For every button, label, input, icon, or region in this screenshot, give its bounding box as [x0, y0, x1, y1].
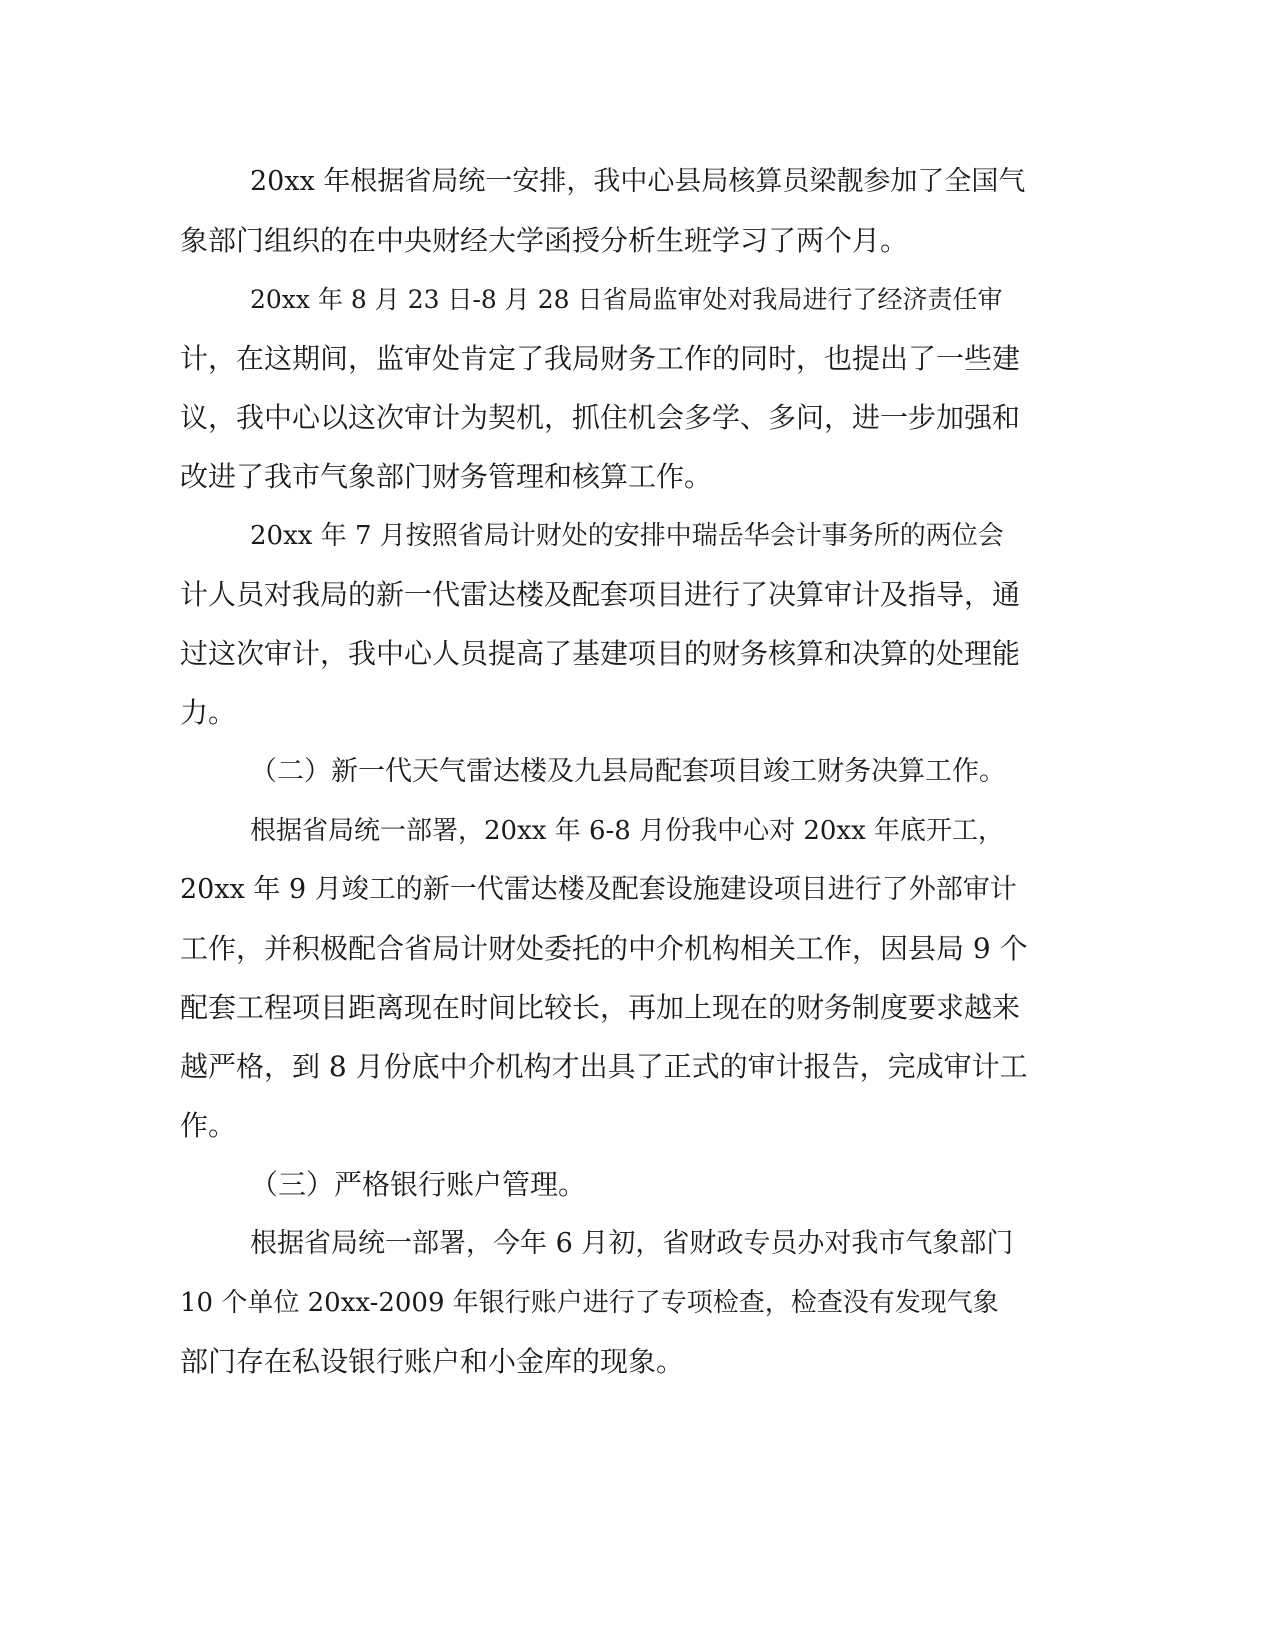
body-text-line: 20xx 年 8 月 23 日-8 月 28 日省局监审处对我局进行了经济责任审 [250, 285, 1003, 314]
body-text-line: 象部门组织的在中央财经大学函授分析生班学习了两个月。 [180, 224, 909, 257]
body-text-line: 10 个单位 20xx-2009 年银行账户进行了专项检查，检查没有发现气象 [180, 1288, 999, 1318]
body-text-line: 根据省局统一部署，20xx 年 6-8 月份我中心对 20xx 年底开工， [250, 816, 1005, 846]
body-text-line: 作。 [180, 1109, 237, 1142]
body-text-line: 20xx 年 9 月竣工的新一代雷达楼及配套设施建设项目进行了外部审计 [180, 874, 1017, 905]
body-text-line: 越严格，到 8 月份底中介机构才出具了正式的审计报告，完成审计工 [180, 1050, 1028, 1083]
body-text-line: 过这次审计，我中心人员提高了基建项目的财务核算和决算的处理能 [180, 637, 1021, 670]
body-text-line: 改进了我市气象部门财务管理和核算工作。 [180, 460, 713, 493]
section-heading: （三）严格银行账户管理。 [250, 1168, 587, 1201]
body-text-line: 部门存在私设银行账户和小金库的现象。 [180, 1345, 685, 1378]
body-text-line: 配套工程项目距离现在时间比较长，再加上现在的财务制度要求越来 [180, 991, 1021, 1024]
body-text-line: 力。 [180, 696, 237, 729]
body-text-line: 20xx 年 7 月按照省局计财处的安排中瑞岳华会计事务所的两位会 [250, 521, 1004, 551]
body-text-line: 20xx 年根据省局统一安排，我中心县局核算员梁靓参加了全国气 [250, 166, 1026, 197]
body-text-line: 计人员对我局的新一代雷达楼及配套项目进行了决算审计及指导，通 [180, 578, 1021, 611]
body-text-line: 工作，并积极配合省局计财处委托的中介机构相关工作，因县局 9 个 [180, 932, 1028, 965]
section-heading: （二）新一代天气雷达楼及九县局配套项目竣工财务决算工作。 [250, 756, 1006, 787]
body-text-line: 计，在这期间，监审处肯定了我局财务工作的同时，也提出了一些建 [180, 342, 1021, 375]
body-text-line: 根据省局统一部署，今年 6 月初，省财政专员办对我市气象部门 [250, 1228, 1014, 1259]
body-text-line: 议，我中心以这次审计为契机，抓住机会多学、多问，进一步加强和 [180, 401, 1021, 434]
